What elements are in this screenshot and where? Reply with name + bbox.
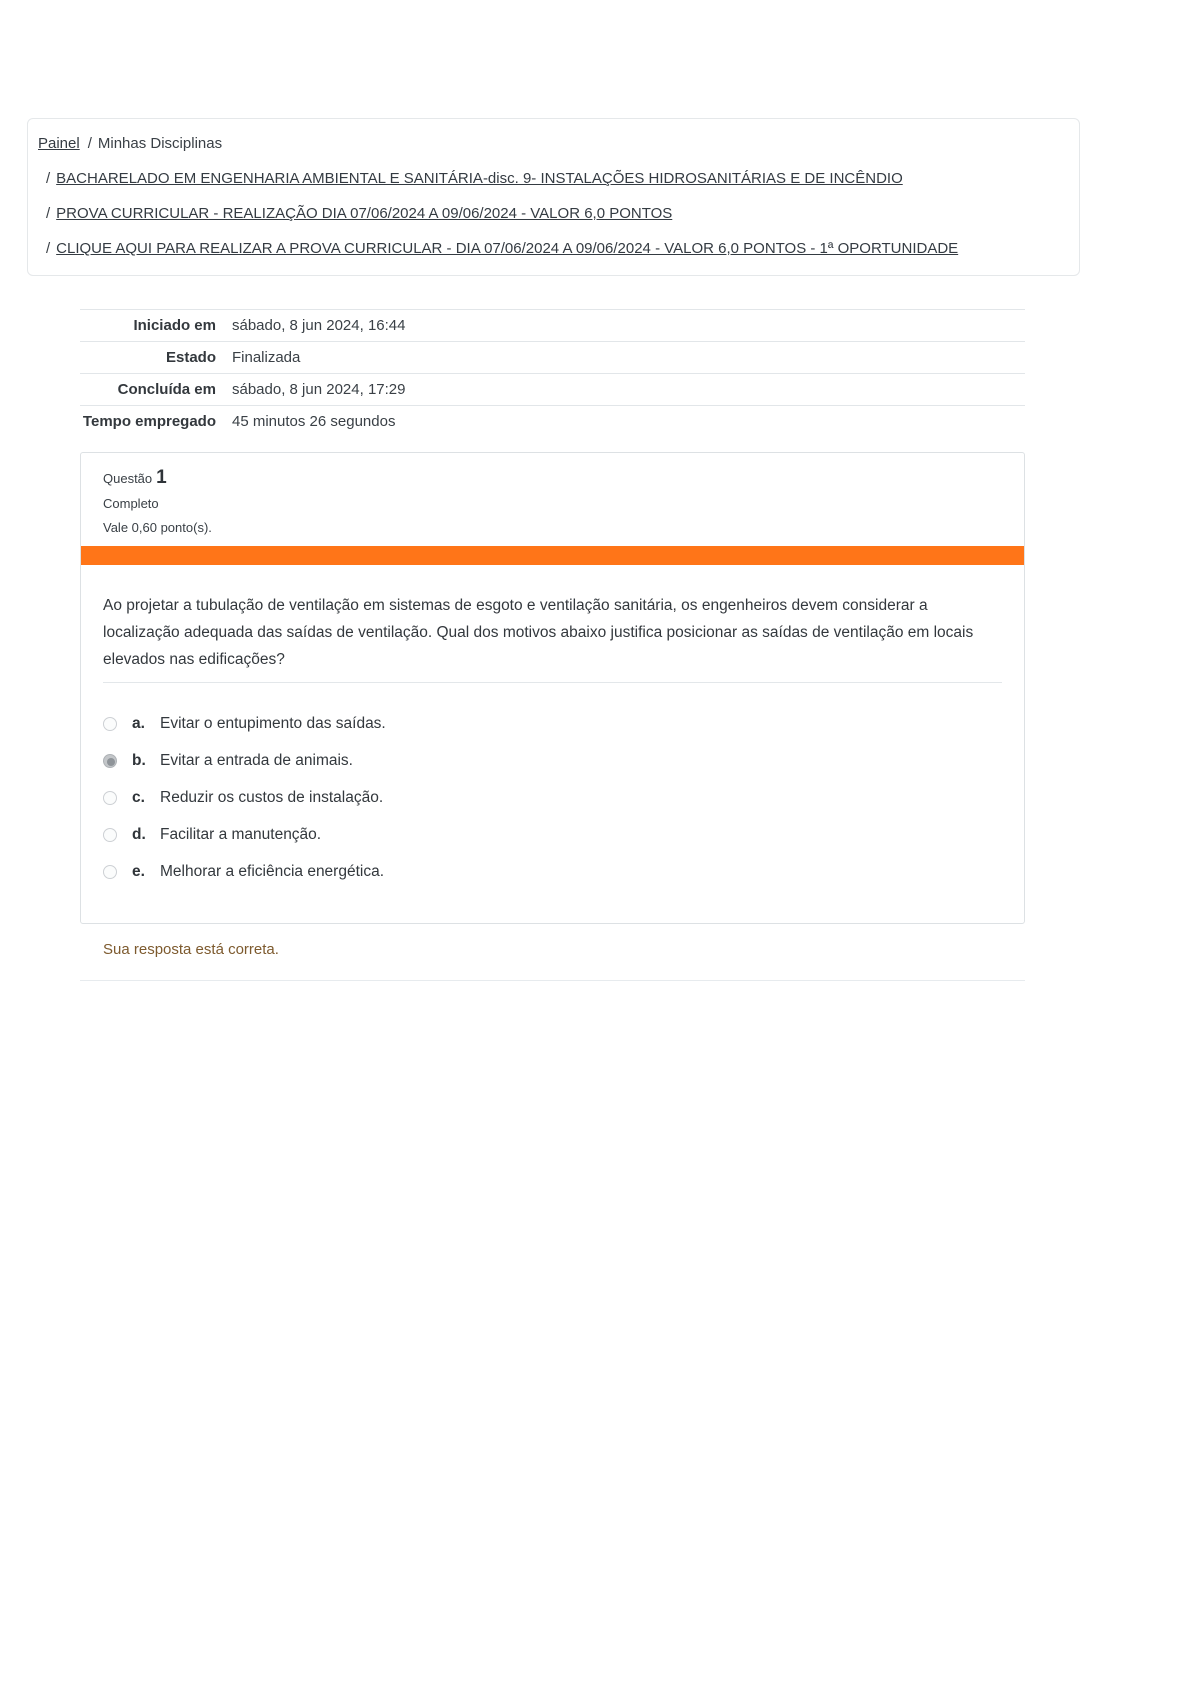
breadcrumb bbox=[27, 118, 1080, 276]
option-letter: d. bbox=[132, 826, 146, 843]
radio-icon[interactable] bbox=[103, 791, 117, 805]
question-state-bar bbox=[81, 546, 1024, 565]
radio-icon[interactable] bbox=[103, 717, 117, 731]
option-letter: b. bbox=[132, 752, 146, 769]
attempt-summary-table bbox=[80, 309, 1025, 437]
summary-row-time-taken bbox=[80, 406, 1025, 438]
option-text: Melhorar a eficiência energética. bbox=[160, 863, 385, 880]
answer-feedback: Sua resposta está correta. bbox=[103, 941, 279, 958]
breadcrumb-separator: / bbox=[46, 170, 51, 187]
answer-option-a[interactable] bbox=[103, 715, 1002, 733]
summary-label: Estado bbox=[165, 349, 216, 366]
breadcrumb-line-1 bbox=[38, 134, 1061, 154]
radio-icon[interactable] bbox=[103, 754, 117, 768]
breadcrumb-link-exam-section[interactable]: PROVA CURRICULAR - REALIZAÇÃO DIA 07/06/2024 A 09/06/2024 - VALOR 6,0 PONTOS bbox=[56, 205, 673, 222]
summary-value: 45 minutos 26 segundos bbox=[232, 413, 396, 430]
breadcrumb-separator: / bbox=[87, 135, 92, 152]
summary-value: sábado, 8 jun 2024, 16:44 bbox=[232, 317, 406, 334]
summary-row-completed bbox=[80, 374, 1025, 406]
question-grade: Vale 0,60 ponto(s). bbox=[103, 520, 212, 535]
divider bbox=[80, 980, 1025, 981]
radio-icon[interactable] bbox=[103, 828, 117, 842]
answer-option-d[interactable] bbox=[103, 826, 1002, 844]
question-text: Ao projetar a tubulação de ventilação em sistemas de esgoto e ventilação sanitária, os engenheiros devem considerar a localização adequada das saídas de ventilação. Qual dos motivos abaixo justifica posicionar as saídas de ventilação em locais elevados nas edificações? bbox=[103, 597, 974, 668]
summary-label: Iniciado em bbox=[133, 317, 216, 334]
question-info bbox=[81, 453, 1024, 535]
question-status: Completo bbox=[103, 496, 159, 511]
option-text: Evitar a entrada de animais. bbox=[160, 752, 353, 769]
answer-option-b[interactable] bbox=[103, 752, 1002, 770]
option-text: Reduzir os custos de instalação. bbox=[160, 789, 384, 806]
breadcrumb-line-3 bbox=[38, 204, 1061, 224]
breadcrumb-link-painel[interactable]: Painel bbox=[38, 135, 80, 152]
breadcrumb-separator: / bbox=[46, 240, 51, 257]
breadcrumb-line-2 bbox=[38, 169, 1061, 189]
question-card bbox=[80, 452, 1025, 924]
breadcrumb-link-course[interactable]: BACHARELADO EM ENGENHARIA AMBIENTAL E SANITÁRIA-disc. 9- INSTALAÇÕES HIDROSANITÁRIAS E DE INCÊNDIO bbox=[56, 170, 903, 187]
option-text: Evitar o entupimento das saídas. bbox=[160, 715, 386, 732]
breadcrumb-current-section: Minhas Disciplinas bbox=[97, 135, 223, 152]
answer-options bbox=[103, 715, 1002, 881]
answer-option-e[interactable] bbox=[103, 863, 1002, 881]
summary-row-state bbox=[80, 342, 1025, 374]
option-letter: a. bbox=[132, 715, 145, 732]
summary-label: Tempo empregado bbox=[82, 413, 216, 430]
question-divider bbox=[103, 682, 1002, 683]
summary-value: sábado, 8 jun 2024, 17:29 bbox=[232, 381, 406, 398]
question-number: 1 bbox=[156, 467, 167, 488]
option-text: Facilitar a manutenção. bbox=[160, 826, 322, 843]
option-letter: e. bbox=[132, 863, 145, 880]
question-label: Questão bbox=[103, 471, 153, 486]
breadcrumb-link-quiz[interactable]: CLIQUE AQUI PARA REALIZAR A PROVA CURRICULAR - DIA 07/06/2024 A 09/06/2024 - VALOR 6,0 PONTOS - 1ª OPORTUNIDADE bbox=[56, 240, 959, 257]
summary-label: Concluída em bbox=[117, 381, 216, 398]
question-content bbox=[81, 565, 1024, 881]
breadcrumb-line-4 bbox=[38, 239, 1061, 259]
radio-icon[interactable] bbox=[103, 865, 117, 879]
summary-row-started bbox=[80, 310, 1025, 342]
breadcrumb-separator: / bbox=[46, 205, 51, 222]
summary-value: Finalizada bbox=[232, 349, 301, 366]
option-letter: c. bbox=[132, 789, 145, 806]
answer-option-c[interactable] bbox=[103, 789, 1002, 807]
